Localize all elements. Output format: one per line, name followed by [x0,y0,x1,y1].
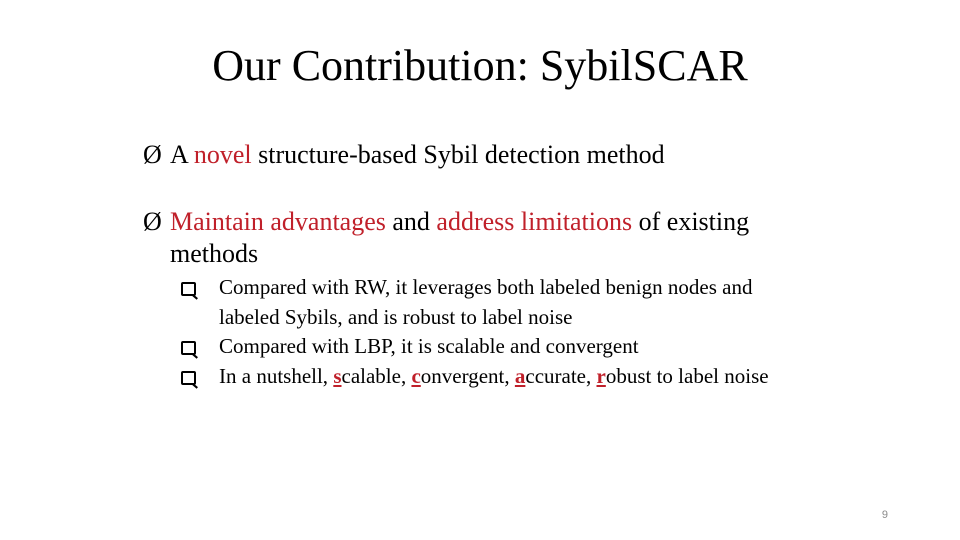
bullet-text-methods: methods [170,239,259,268]
acronym-letter-a: a [514,363,526,388]
sub-item-lbp [181,332,881,362]
word-accurate: ccurate, [525,363,597,388]
acronym-letter-r: r [596,363,606,388]
word-convergent: onvergent, [420,363,515,388]
bullet-text-pre: A [170,140,194,169]
bullet-text-address-limitations: address limitations [436,207,633,236]
sub-item-nutshell [181,362,881,392]
bullet-text-of-existing: of existing [632,207,750,236]
sub-bullet-list [181,273,881,391]
bullet-text-maintain-advantages: Maintain advantages [170,207,386,236]
hollow-square-bullet-icon [181,332,201,362]
bullet-text-post: structure-based Sybil detection method [251,140,665,169]
arrow-bullet-icon: Ø [143,140,162,169]
acronym-letter-c: c [411,363,421,388]
word-scalable: calable, [341,363,412,388]
word-robust: obust to label noise [605,363,769,388]
hollow-square-bullet-icon [181,273,201,303]
hollow-square-bullet-icon [181,362,201,392]
sub-item-text: Compared with RW, it leverages both labeled benign nodes and [219,275,753,299]
acronym-letter-s: s [333,363,342,388]
bullet-novel-method [143,139,843,171]
slide-title: Our Contribution: SybilSCAR [212,41,748,90]
sub-item-text: Compared with LBP, it is scalable and convergent [219,334,639,358]
arrow-bullet-icon: Ø [143,207,162,236]
sub-item-text-pre: In a nutshell, [219,363,334,388]
bullet-text-and: and [385,207,437,236]
bullet-text-novel: novel [193,140,252,169]
bullet-advantages [143,206,843,270]
sub-item-text-cont: labeled Sybils, and is robust to label noise [219,304,573,329]
sub-item-rw [181,273,881,332]
page-number: 9 [881,509,888,521]
